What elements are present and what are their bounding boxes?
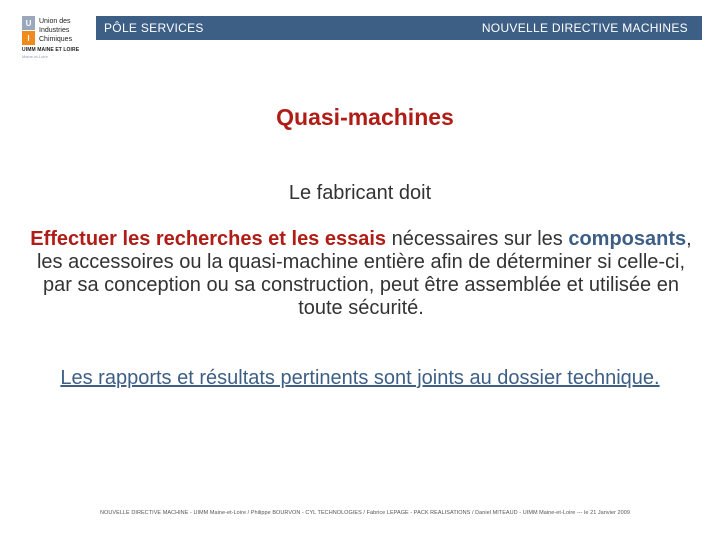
logo-mark-bottom: I: [22, 31, 35, 45]
technical-file-note: Les rapports et résultats pertinents sont joints au dossier technique.: [60, 367, 660, 389]
intro-text: Le fabricant doit: [288, 182, 432, 204]
logo-line-1: Union des: [39, 18, 71, 25]
header-left-label: PÔLE SERVICES: [104, 21, 204, 35]
paragraph-text-1: nécessaires sur les: [386, 228, 569, 250]
paragraph-highlight-components: composants: [568, 228, 687, 250]
header-bar: [96, 16, 702, 40]
paragraph-text-3: par sa conception ou sa construction, peut être assemblée et utilisée en toute sécurité.: [43, 274, 679, 319]
logo-line-2: Industries: [39, 27, 70, 34]
logo-subline: Maine-et-Loire: [22, 54, 48, 59]
logo-line-3: Chimiques: [39, 36, 73, 43]
logo-mark-top: U: [22, 16, 35, 30]
page-title: Quasi-machines: [276, 104, 454, 130]
main-paragraph: [20, 228, 702, 320]
logo-text: [39, 17, 72, 44]
organization-logo: [22, 16, 92, 62]
paragraph-highlight-actions: Effectuer les recherches et les essais: [30, 228, 387, 250]
logo-tagline: UIMM MAINE ET LOIRE: [22, 47, 80, 53]
header-right-label: NOUVELLE DIRECTIVE MACHINES: [481, 21, 688, 35]
footer-text: NOUVELLE DIRECTIVE MACHINE - UIMM Maine-et-Loire / Philippe BOURVON - CYL TECHNOLOGIES / Fabrice LEPAGE - PACK REALISATIONS / Daniel MITEAUD - UIMM Maine-et-Loire --- le 21 Janvier 2009: [100, 510, 630, 516]
logo-mark: [22, 16, 35, 46]
paragraph-text-2: , les accessoires ou la quasi-machine entière afin de déterminer si celle-ci,: [36, 228, 692, 273]
